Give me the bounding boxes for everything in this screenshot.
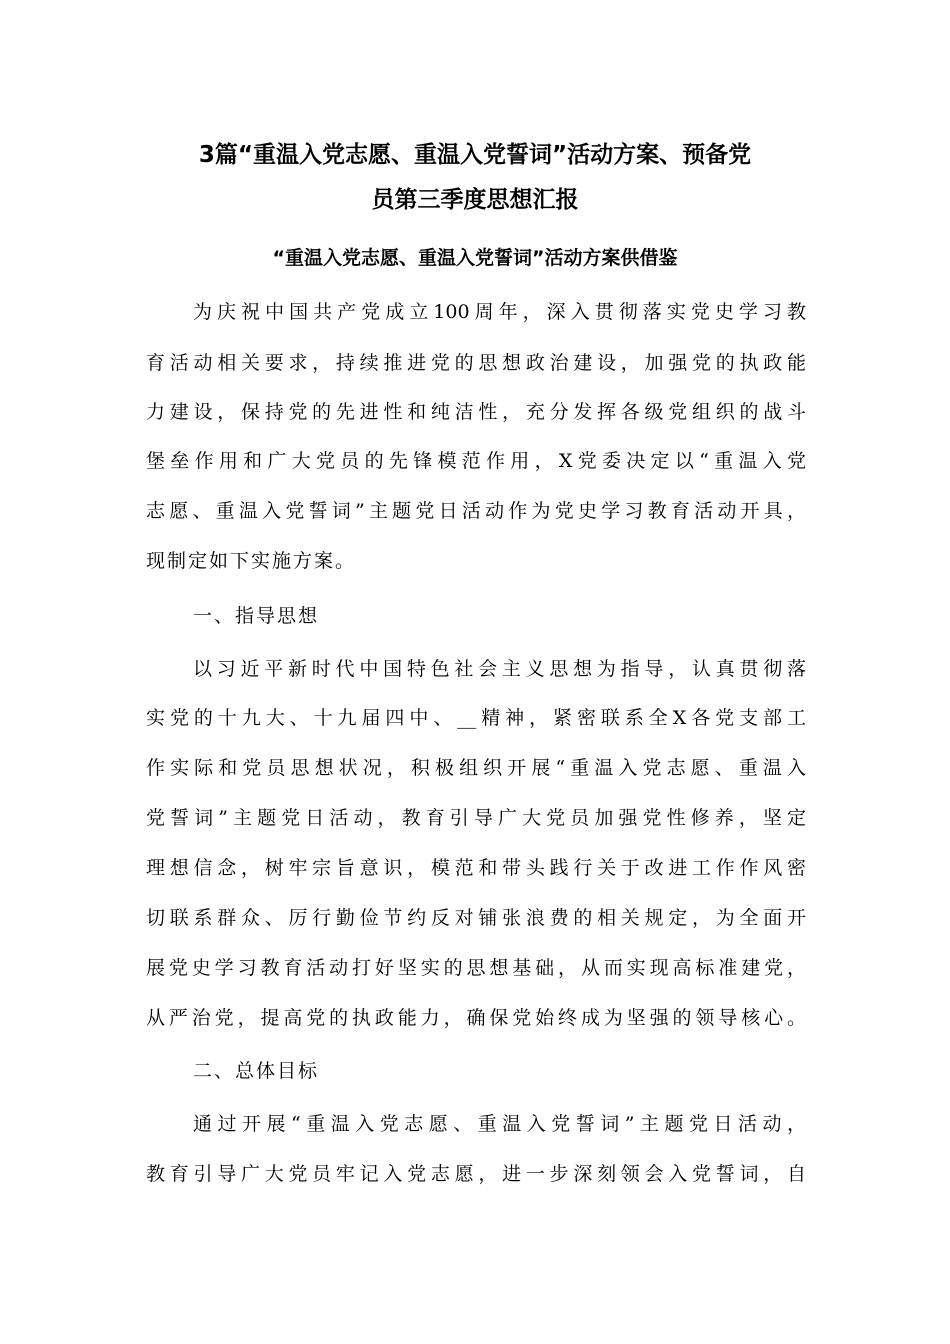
body-line: 理想信念，树牢宗旨意识，模范和带头践行关于改进工作作风密	[146, 857, 806, 879]
body-line: 志愿、重温入党誓词”主题党日活动作为党史学习教育活动开具，	[146, 500, 806, 522]
body-line: 实党的十九大、十九届四中、__精神，紧密联系全X各党支部工	[146, 707, 806, 729]
body-line: 通过开展“重温入党志愿、重温入党誓词”主题党日活动，	[193, 1113, 806, 1135]
body-line: 现制定如下实施方案。	[146, 550, 357, 572]
body-line: 展党史学习教育活动打好坚实的思想基础，从而实现高标准建党，	[146, 957, 806, 979]
body-line: 教育引导广大党员牢记入党志愿，进一步深刻领会入党誓词，自	[146, 1163, 806, 1185]
body-line: 从严治党，提高党的执政能力，确保党始终成为坚强的领导核心。	[146, 1007, 806, 1029]
body-line: 力建设，保持党的先进性和纯洁性，充分发挥各级党组织的战斗	[146, 401, 806, 423]
section-heading: 一、指导思想	[193, 605, 320, 627]
body-line: 切联系群众、厉行勤俭节约反对铺张浪费的相关规定，为全面开	[146, 907, 806, 929]
body-line: 以习近平新时代中国特色社会主义思想为指导，认真贯彻落	[193, 658, 806, 680]
document-title-line-2: 员第三季度思想汇报	[371, 187, 579, 213]
body-line: 育活动相关要求，持续推进党的思想政治建设，加强党的执政能	[146, 352, 806, 374]
body-line: 党誓词”主题党日活动，教育引导广大党员加强党性修养，坚定	[146, 807, 806, 829]
section-heading: 二、总体目标	[193, 1060, 320, 1082]
document-title-line-1: 3篇“重温入党志愿、重温入党誓词”活动方案、预备党	[198, 142, 752, 168]
body-line: 堡垒作用和广大党员的先锋模范作用，X党委决定以“重温入党	[146, 450, 806, 472]
document-subtitle: “重温入党志愿、重温入党誓词”活动方案供借鉴	[272, 247, 678, 269]
body-line: 为庆祝中国共产党成立100周年，深入贯彻落实党史学习教	[193, 301, 806, 323]
body-line: 作实际和党员思想状况，积极组织开展“重温入党志愿、重温入	[146, 757, 806, 779]
